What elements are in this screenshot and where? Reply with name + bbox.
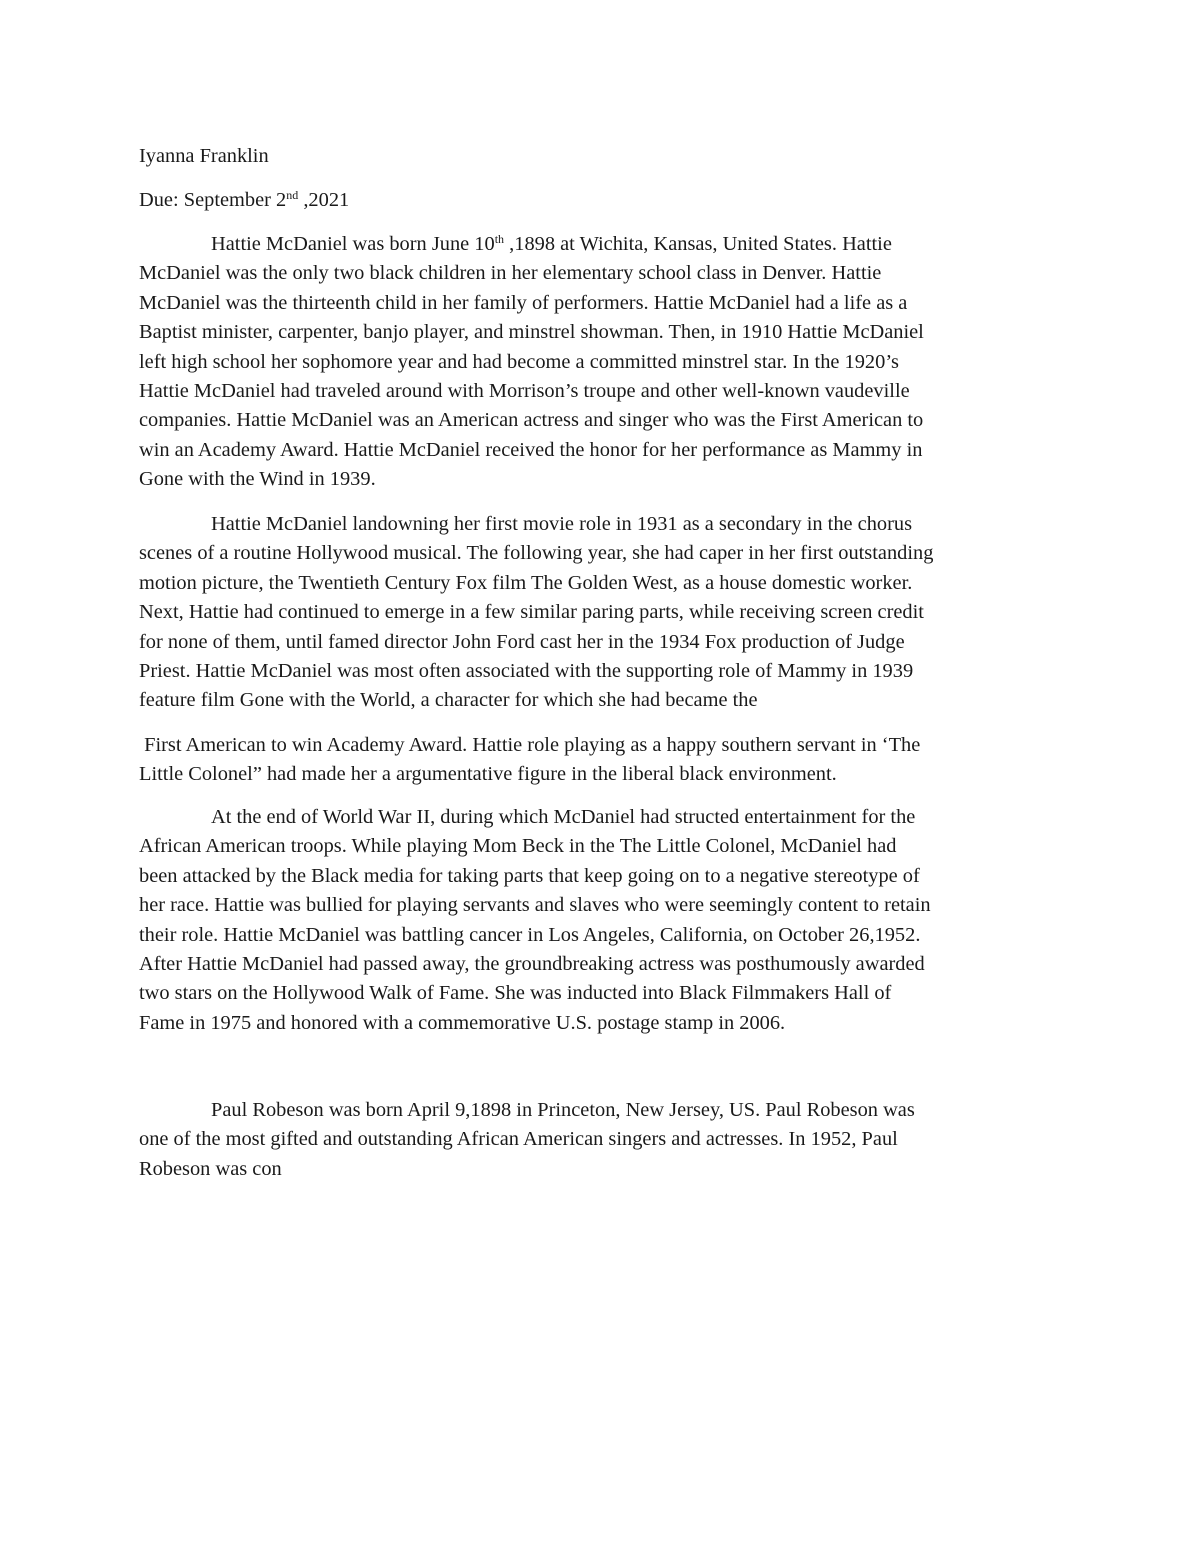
due-superscript: nd	[286, 188, 299, 202]
paragraph-line: First American to win Academy Award. Hattie role playing as a happy southern servant in ‘The	[139, 734, 921, 756]
paragraph-line: their role. Hattie McDaniel was battling cancer in Los Angeles, California, on October 26,1952.	[139, 923, 921, 946]
paragraph-paul-robeson	[139, 1096, 1069, 1184]
author-line: Iyanna Franklin	[139, 145, 269, 167]
paragraph-line: motion picture, the Twentieth Century Fox film The Golden West, as a house domestic worker.	[139, 571, 913, 594]
paragraph-line: one of the most gifted and outstanding African American singers and actresses. In 1952, Paul	[139, 1128, 898, 1151]
paragraph-line: feature film Gone with the World, a character for which she had became the	[139, 689, 758, 712]
paragraph-line: companies. Hattie McDaniel was an American actress and singer who was the First American to	[139, 409, 924, 432]
birth-text-post: ,1898 at Wichita, Kansas, United States. Hattie	[504, 233, 892, 255]
paragraph-line: win an Academy Award. Hattie McDaniel received the honor for her performance as Mammy in	[139, 438, 923, 461]
due-date	[139, 186, 1069, 215]
paragraph-line: Priest. Hattie McDaniel was most often associated with the supporting role of Mammy in 1939	[139, 659, 914, 682]
due-line	[139, 186, 1069, 215]
paragraph-line: her race. Hattie was bullied for playing servants and slaves who were seemingly content to retain	[139, 894, 931, 917]
paragraph-line: Baptist minister, carpenter, banjo player, and minstrel showman. Then, in 1910 Hattie McDaniel	[139, 321, 924, 344]
paragraph-line: Robeson was con	[139, 1157, 282, 1180]
paragraph-line: African American troops. While playing Mom Beck in the The Little Colonel, McDaniel had	[139, 835, 897, 858]
paragraph-line: been attacked by the Black media for taking parts that keep going on to a negative stereotype of	[139, 864, 920, 887]
paragraph-line: for none of them, until famed director John Ford cast her in the 1934 Fox production of Judge	[139, 630, 905, 653]
paragraph-hattie-film-career	[139, 510, 1069, 716]
paragraph-line: McDaniel was the thirteenth child in her family of performers. Hattie McDaniel had a life as a	[139, 291, 908, 314]
paragraph-line: Hattie McDaniel had traveled around with Morrison’s troupe and other well-known vaudeville	[139, 379, 910, 402]
paragraph-line: Paul Robeson was born April 9,1898 in Princeton, New Jersey, US. Paul Robeson was	[211, 1099, 915, 1121]
paragraph-line: After Hattie McDaniel had passed away, the groundbreaking actress was posthumously awarded	[139, 952, 925, 975]
paragraph-line: scenes of a routine Hollywood musical. The following year, she had caper in her first outstanding	[139, 542, 934, 565]
paragraph-line: Hattie McDaniel landowning her first movie role in 1931 as a secondary in the chorus	[211, 513, 913, 535]
author-name	[139, 142, 1069, 171]
due-prefix: Due: September 2	[139, 189, 287, 211]
paragraph-line: Gone with the Wind in 1939.	[139, 468, 376, 491]
paragraph-hattie-later-life	[139, 803, 1069, 1038]
paragraph-line: two stars on the Hollywood Walk of Fame. She was inducted into Black Filmmakers Hall of	[139, 982, 892, 1005]
paragraph-line: Little Colonel” had made her a argumentative figure in the liberal black environment.	[139, 763, 837, 786]
paragraph-academy-award	[139, 731, 1069, 790]
birth-text-pre: Hattie McDaniel was born June 10	[211, 233, 495, 255]
due-suffix: ,2021	[298, 189, 350, 211]
paragraph-line	[139, 230, 1069, 259]
paragraph-line: McDaniel was the only two black children in her elementary school class in Denver. Hattie	[139, 262, 882, 285]
birth-superscript: th	[494, 232, 505, 246]
paragraph-line: left high school her sophomore year and had become a committed minstrel star. In the 1920’s	[139, 350, 899, 373]
paragraph-line: Next, Hattie had continued to emerge in a few similar paring parts, while receiving screen credit	[139, 601, 924, 624]
paragraph-hattie-biography	[139, 230, 1069, 495]
paragraph-line: At the end of World War II, during which McDaniel had structed entertainment for the	[211, 806, 916, 828]
paragraph-line: Fame in 1975 and honored with a commemorative U.S. postage stamp in 2006.	[139, 1011, 786, 1034]
